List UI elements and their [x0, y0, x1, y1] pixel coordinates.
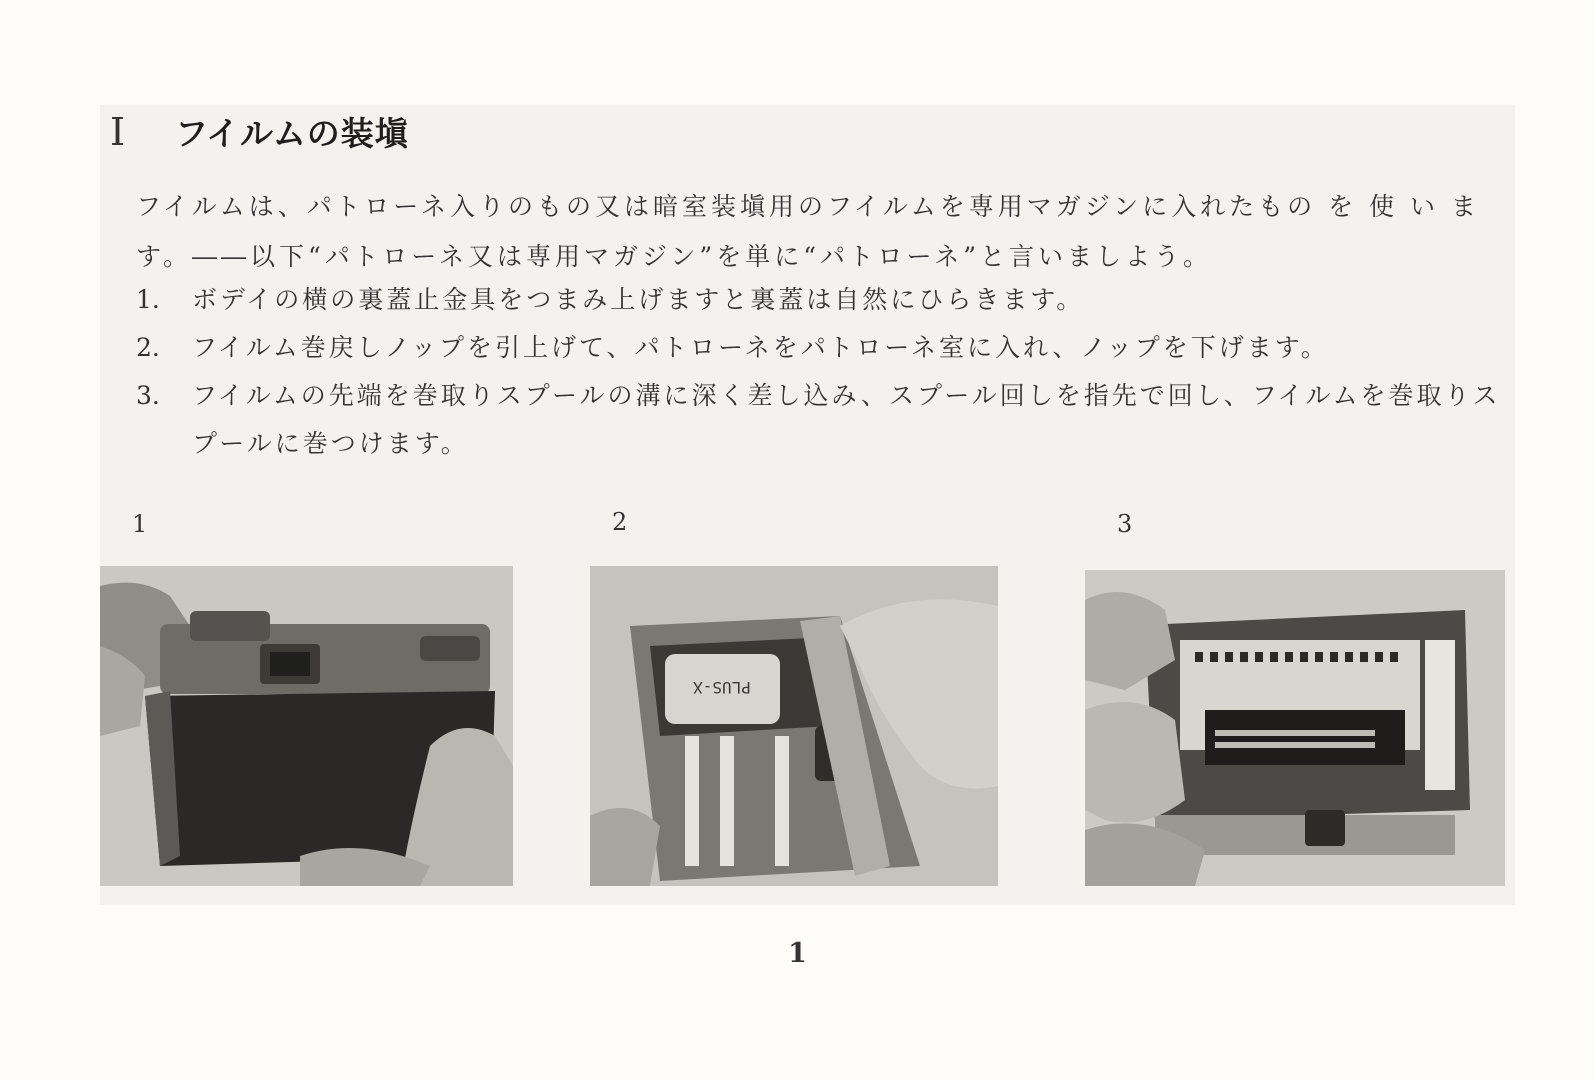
- figure-2-photo: [590, 566, 998, 886]
- figure-3-photo: [1085, 570, 1505, 886]
- step-text: フイルム巻戻しノップを引上げて、パトローネをパトローネ室に入れ、ノップを下げます。: [192, 333, 1329, 362]
- step-number: 2.: [136, 333, 160, 362]
- step-number: 1.: [136, 285, 160, 314]
- list-item: [136, 276, 1512, 324]
- steps-list: [136, 276, 1512, 468]
- figure-1-photo: [100, 566, 513, 886]
- list-item: [136, 324, 1512, 372]
- list-item: [136, 372, 1512, 468]
- figure-3-label: 3: [1117, 510, 1133, 538]
- cartridge-label: PLUS-X: [693, 678, 751, 697]
- figure-1-label: 1: [132, 510, 148, 538]
- intro-paragraph: フイルムは、パトローネ入りのもの又は暗室装塡用のフイルムを専用マガジンに入れたもの を 使 い ま す。――以下“パトローネ又は専用マガジン”を単に“パトローネ”と言いましよう。: [136, 192, 1480, 271]
- step-text: フイルムの先端を巻取りスプールの溝に深く差し込み、スプール回しを指先で回し、フイルムを巻取りスプールに巻つけます。: [192, 381, 1501, 458]
- figure-2-label: 2: [612, 508, 628, 536]
- step-text: ボデイの横の裏蓋止金具をつまみ上げますと裏蓋は自然にひらきます。: [192, 285, 1085, 314]
- chapter-title: フイルムの装塡: [175, 114, 409, 153]
- chapter-heading: [110, 108, 409, 155]
- chapter-number: I: [110, 110, 126, 154]
- page-number: 1: [788, 938, 807, 969]
- step-number: 3.: [136, 381, 160, 410]
